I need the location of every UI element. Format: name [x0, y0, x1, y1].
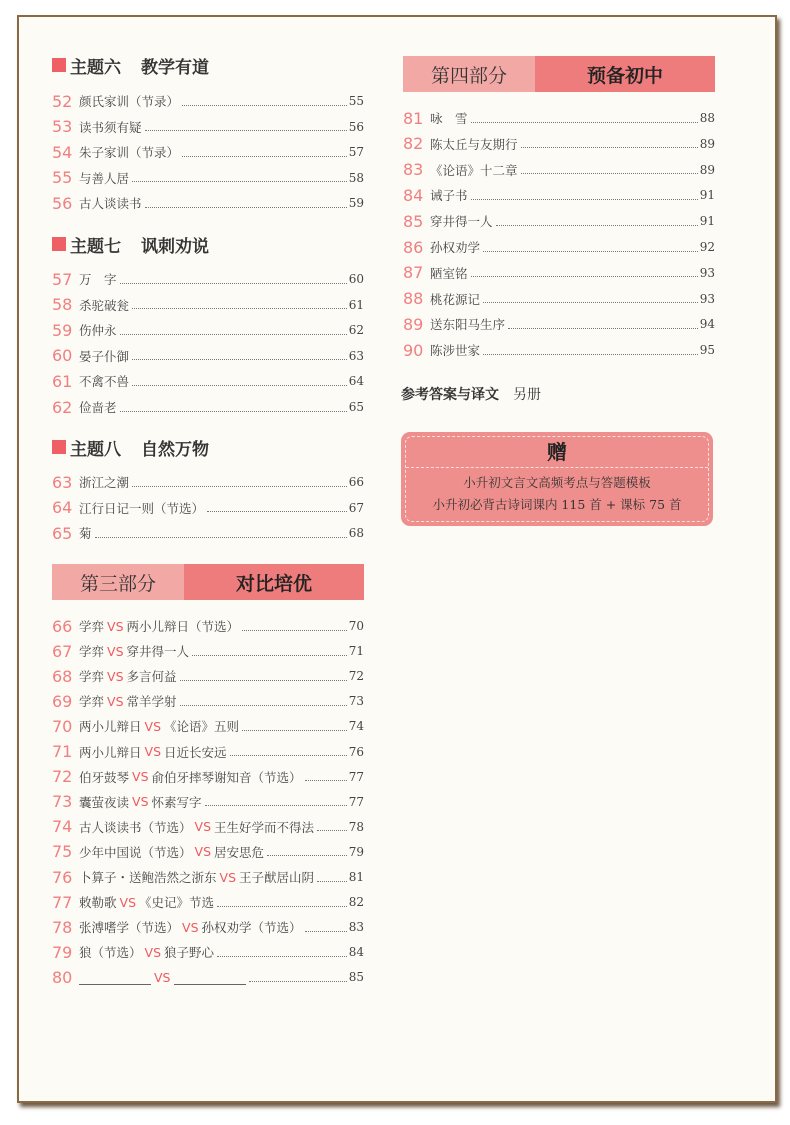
- entry-number: 70: [52, 716, 73, 736]
- toc-entry[interactable]: [52, 866, 364, 888]
- vs-label: VS: [182, 919, 199, 935]
- toc-entry[interactable]: [403, 262, 715, 284]
- entry-compare-title: 居安思危: [214, 844, 265, 860]
- answers-note: [401, 384, 541, 404]
- entry-number: 54: [52, 142, 73, 162]
- entry-number: 61: [52, 371, 73, 391]
- entry-title: 孙权劝学: [430, 240, 481, 255]
- dot-leader: [182, 105, 347, 106]
- toc-entry[interactable]: [52, 90, 364, 112]
- page-number: 93: [699, 291, 715, 306]
- page-number: 58: [348, 170, 364, 185]
- left-column: [52, 17, 364, 1017]
- toc-entry[interactable]: [52, 116, 364, 138]
- page-number: 73: [348, 694, 364, 709]
- page-number: 91: [699, 188, 715, 203]
- entry-number: 62: [52, 397, 73, 417]
- vs-label: VS: [107, 668, 124, 684]
- entry-title: 卜算子・送鲍浩然之浙东: [79, 870, 217, 885]
- toc-entry[interactable]: [403, 184, 715, 206]
- dot-leader: [471, 199, 698, 200]
- entry-compare-title: 狼子野心: [164, 945, 215, 961]
- page-number: 63: [348, 348, 364, 363]
- entry-title: 桃花源记: [430, 291, 481, 307]
- page-number: 77: [348, 769, 364, 784]
- entry-number: 52: [52, 91, 73, 111]
- entry-number: 56: [52, 193, 73, 213]
- entry-number: 64: [52, 498, 73, 518]
- entry-number: 74: [52, 817, 73, 837]
- gift-box: [401, 432, 713, 526]
- page-number: 70: [348, 619, 364, 633]
- entry-title: 浙江之潮: [79, 475, 130, 490]
- toc-entry[interactable]: [403, 288, 715, 310]
- dot-leader: [120, 283, 347, 284]
- entry-title: 江行日记一则（节选）: [79, 500, 205, 516]
- dot-leader: [249, 981, 347, 982]
- dot-leader: [192, 655, 347, 656]
- entry-number: 77: [52, 892, 73, 912]
- toc-entry[interactable]: [403, 236, 715, 258]
- entry-title: 陈涉世家: [430, 343, 481, 359]
- entry-number: 90: [403, 340, 424, 360]
- entry-compare-title: 常羊学射: [126, 694, 177, 710]
- dot-leader: [317, 830, 347, 831]
- dot-leader: [471, 122, 698, 123]
- entry-title: 伤仲永: [79, 323, 117, 339]
- entry-compare-title: 多言何益: [126, 669, 177, 685]
- toc-entry[interactable]: [52, 615, 364, 637]
- entry-compare-title: 两小儿辩日（节选）: [126, 619, 240, 634]
- dot-leader: [471, 276, 698, 277]
- vs-label: VS: [132, 769, 149, 785]
- page-number: 91: [699, 214, 715, 229]
- toc-entry[interactable]: [52, 916, 364, 938]
- toc-entry[interactable]: [52, 268, 364, 290]
- page-number: 60: [348, 272, 364, 286]
- dot-leader: [182, 156, 347, 157]
- dot-leader: [95, 537, 347, 538]
- page-number: 88: [699, 111, 715, 125]
- entry-title: 杀驼破瓮: [79, 297, 130, 313]
- blank-line: [174, 970, 246, 985]
- entry-number: 65: [52, 523, 73, 543]
- toc-entry[interactable]: [52, 715, 364, 737]
- toc-entry[interactable]: [52, 396, 364, 418]
- entry-number: 81: [403, 108, 424, 128]
- dot-leader: [180, 705, 347, 706]
- toc-entry[interactable]: [52, 690, 364, 712]
- dot-leader: [496, 225, 698, 226]
- dot-leader: [132, 181, 347, 182]
- page-number: 83: [348, 920, 364, 935]
- part-title: 预备初中: [535, 56, 715, 92]
- dot-leader: [132, 385, 347, 386]
- dot-leader: [145, 207, 347, 208]
- page-number: 66: [348, 475, 364, 489]
- toc-entry[interactable]: [403, 339, 715, 361]
- dot-leader: [205, 805, 347, 806]
- vs-label: VS: [219, 869, 237, 885]
- dot-leader: [483, 354, 698, 355]
- page-number: 62: [348, 323, 364, 338]
- page-number: 92: [699, 240, 715, 254]
- toc-entry[interactable]: [52, 471, 364, 493]
- entry-title: 少年中国说（节选）: [79, 844, 192, 860]
- toc-entry[interactable]: [52, 816, 364, 838]
- dot-leader: [217, 906, 347, 907]
- dot-leader: [483, 251, 698, 252]
- page-number: 78: [348, 819, 364, 834]
- dot-leader: [120, 411, 347, 412]
- vs-label: VS: [144, 718, 162, 734]
- entry-number: 79: [52, 942, 73, 962]
- entry-title: 学弈: [79, 644, 105, 660]
- entry-title: 送东阳马生序: [430, 317, 506, 333]
- entry-compare-title: 王子猷居山阴: [239, 870, 315, 885]
- entry-title: 两小儿辩日: [79, 744, 142, 760]
- dot-leader: [132, 486, 347, 487]
- entry-title: 《论语》十二章: [430, 162, 518, 178]
- entry-number: 85: [403, 211, 424, 231]
- dot-leader: [145, 130, 347, 131]
- topic-title: 自然万物: [141, 439, 209, 460]
- topic-heading: [52, 232, 209, 256]
- toc-entry[interactable]: [52, 345, 364, 367]
- gift-heading: 赠: [406, 437, 708, 468]
- entry-compare-title: 俞伯牙摔琴谢知音（节选）: [151, 769, 302, 785]
- dot-leader: [217, 956, 347, 957]
- toc-entry[interactable]: [52, 640, 364, 662]
- page-number: 77: [348, 794, 364, 809]
- page-number: 76: [348, 744, 364, 759]
- entry-title: 万 字: [79, 272, 117, 287]
- dot-leader: [317, 881, 347, 882]
- entry-number: 76: [52, 867, 73, 887]
- toc-entry[interactable]: [52, 167, 364, 189]
- page-number: 85: [348, 970, 364, 985]
- entry-title: 伯牙鼓琴: [79, 769, 130, 785]
- vs-label: VS: [194, 844, 212, 860]
- entry-number: 83: [403, 160, 424, 180]
- dot-leader: [305, 780, 347, 781]
- entry-title: 诫子书: [430, 188, 468, 204]
- dot-leader: [132, 308, 347, 309]
- entry-number: 55: [52, 168, 73, 188]
- entry-title: 学弈: [79, 694, 105, 710]
- entry-compare-title: 王生好学而不得法: [214, 819, 315, 835]
- entry-title: 不禽不兽: [79, 374, 130, 390]
- entry-title: 俭啬老: [79, 400, 117, 415]
- dot-leader: [483, 302, 698, 303]
- toc-entry[interactable]: [52, 891, 364, 913]
- toc-entry[interactable]: [52, 141, 364, 163]
- toc-entry[interactable]: [52, 497, 364, 519]
- part-title: 对比培优: [184, 564, 364, 600]
- entry-title: 古人谈读书（节选）: [79, 819, 192, 835]
- vs-label: VS: [154, 969, 171, 985]
- topic-marker-icon: [52, 58, 66, 72]
- entry-number: 80: [52, 967, 73, 987]
- topic-marker-icon: [52, 440, 66, 454]
- dot-leader: [267, 855, 347, 856]
- dot-leader: [521, 147, 698, 148]
- entry-title: 敕勒歌: [79, 895, 117, 911]
- entry-title: 狼（节选）: [79, 945, 142, 961]
- dot-leader: [230, 755, 347, 756]
- entry-number: 78: [52, 917, 73, 937]
- toc-entry[interactable]: [52, 294, 364, 316]
- dot-leader: [242, 730, 347, 731]
- entry-number: 60: [52, 346, 73, 366]
- page-number: 67: [348, 500, 364, 515]
- toc-entry[interactable]: [52, 791, 364, 813]
- entry-number: 72: [52, 767, 73, 787]
- entry-number: 58: [52, 295, 73, 315]
- vs-label: VS: [107, 643, 124, 659]
- toc-entry[interactable]: [52, 766, 364, 788]
- dot-leader: [521, 173, 698, 174]
- entry-number: 69: [52, 691, 73, 711]
- toc-entry[interactable]: [52, 941, 364, 963]
- entry-number: 67: [52, 641, 73, 661]
- blank-line: [79, 970, 151, 985]
- entry-compare-title: 《史记》节选: [139, 895, 215, 911]
- dot-leader: [508, 328, 698, 329]
- topic-label: 主题七: [70, 236, 121, 257]
- part-banner: [403, 56, 715, 92]
- toc-entry[interactable]: [403, 107, 715, 129]
- topic-title: 讽刺劝说: [141, 236, 209, 257]
- vs-label: VS: [144, 944, 162, 960]
- entry-title: 咏 雪: [430, 111, 468, 126]
- entry-number: 73: [52, 792, 73, 812]
- entry-number: 84: [403, 185, 424, 205]
- entry-title: 两小儿辩日: [79, 719, 142, 735]
- entry-compare-title: 怀素写字: [151, 794, 202, 810]
- entry-compare-title: 《论语》五则: [164, 719, 240, 735]
- dot-leader: [120, 334, 347, 335]
- part-banner: [52, 564, 364, 600]
- toc-page: [17, 15, 777, 1103]
- toc-entry[interactable]: [52, 192, 364, 214]
- page-number: 71: [348, 644, 364, 659]
- page-number: 59: [348, 196, 364, 211]
- page-number: 68: [348, 526, 364, 541]
- page-number: 81: [348, 870, 364, 884]
- page-number: 82: [348, 895, 364, 910]
- gift-line: 小升初必背古诗词课内 115 首 + 课标 75 首: [432, 497, 682, 512]
- topic-label: 主题六: [70, 57, 121, 78]
- toc-entry[interactable]: [52, 665, 364, 687]
- page-number: 95: [699, 343, 715, 358]
- dot-leader: [207, 511, 347, 512]
- page-number: 74: [348, 719, 364, 734]
- dot-leader: [180, 680, 347, 681]
- entry-number: 86: [403, 237, 424, 257]
- vs-label: VS: [119, 894, 137, 910]
- page-number: 72: [348, 669, 364, 684]
- toc-entry[interactable]: [52, 319, 364, 341]
- vs-label: VS: [107, 618, 124, 634]
- topic-marker-icon: [52, 237, 66, 251]
- entry-title: 张溥嗜学（节选）: [79, 920, 180, 936]
- vs-label: VS: [107, 693, 124, 709]
- toc-entry[interactable]: [52, 966, 364, 988]
- topic-label: 主题八: [70, 439, 121, 460]
- entry-title: 菊: [79, 526, 92, 542]
- page-number: 89: [699, 162, 715, 177]
- page-number: 64: [348, 374, 364, 389]
- entry-number: 75: [52, 842, 73, 862]
- toc-entry[interactable]: [403, 133, 715, 155]
- page-number: 55: [348, 94, 364, 108]
- answers-separate-volume: 另册: [513, 387, 541, 403]
- page-number: 65: [348, 400, 364, 414]
- entry-title: 学弈: [79, 669, 105, 685]
- topic-heading: [52, 53, 209, 77]
- toc-entry[interactable]: [52, 841, 364, 863]
- page-number: 61: [348, 297, 364, 312]
- topic-heading: [52, 435, 209, 459]
- part-label: 第四部分: [403, 56, 535, 92]
- page-number: 84: [348, 945, 364, 960]
- gift-line: 小升初文言文高频考点与答题模板: [463, 475, 651, 490]
- page-number: 89: [699, 136, 715, 151]
- entry-compare-title: 孙权劝学（节选）: [201, 920, 302, 936]
- vs-label: VS: [132, 794, 149, 810]
- entry-number: 66: [52, 616, 73, 636]
- entry-title: 穿井得一人: [430, 214, 493, 230]
- toc-entry[interactable]: [52, 741, 364, 763]
- entry-title: 古人谈读书: [79, 196, 142, 212]
- page-number: 57: [348, 145, 364, 160]
- entry-number: 82: [403, 134, 424, 154]
- entry-number: 87: [403, 263, 424, 283]
- entry-number: 71: [52, 742, 73, 761]
- entry-title: 囊萤夜读: [79, 794, 130, 810]
- entry-number: 59: [52, 320, 73, 340]
- entry-number: 57: [52, 269, 73, 289]
- entry-compare-title: 日近长安远: [164, 744, 227, 760]
- entry-number: 89: [403, 314, 424, 334]
- page-number: 93: [699, 265, 715, 280]
- entry-title: 晏子仆御: [79, 348, 130, 364]
- answers-title: 参考答案与译文: [401, 387, 499, 403]
- toc-entry[interactable]: [403, 313, 715, 335]
- page-number: 79: [348, 844, 364, 859]
- toc-entry[interactable]: [403, 210, 715, 232]
- dot-leader: [132, 359, 347, 360]
- entry-title: 读书须有疑: [79, 119, 142, 135]
- entry-number: 68: [52, 666, 73, 686]
- page-number: 56: [348, 119, 364, 134]
- topic-title: 教学有道: [141, 57, 209, 78]
- entry-title: 朱子家训（节录）: [79, 145, 180, 161]
- entry-title: 陈太丘与友期行: [430, 136, 518, 152]
- entry-title: 学弈: [79, 619, 105, 634]
- entry-number: 88: [403, 289, 424, 309]
- entry-number: 53: [52, 117, 73, 137]
- toc-entry[interactable]: [52, 370, 364, 392]
- entry-title: 颜氏家训（节录）: [79, 94, 180, 109]
- part-label: 第三部分: [52, 564, 184, 600]
- dot-leader: [242, 630, 347, 631]
- dot-leader: [305, 931, 347, 932]
- page-number: 94: [699, 317, 715, 332]
- entry-title: 与善人居: [79, 170, 130, 186]
- toc-entry[interactable]: [52, 522, 364, 544]
- entry-compare-title: 穿井得一人: [126, 644, 190, 660]
- vs-label: VS: [144, 744, 162, 759]
- toc-entry[interactable]: [403, 159, 715, 181]
- vs-label: VS: [194, 819, 212, 835]
- entry-title: 陋室铭: [430, 265, 468, 281]
- entry-number: 63: [52, 472, 73, 492]
